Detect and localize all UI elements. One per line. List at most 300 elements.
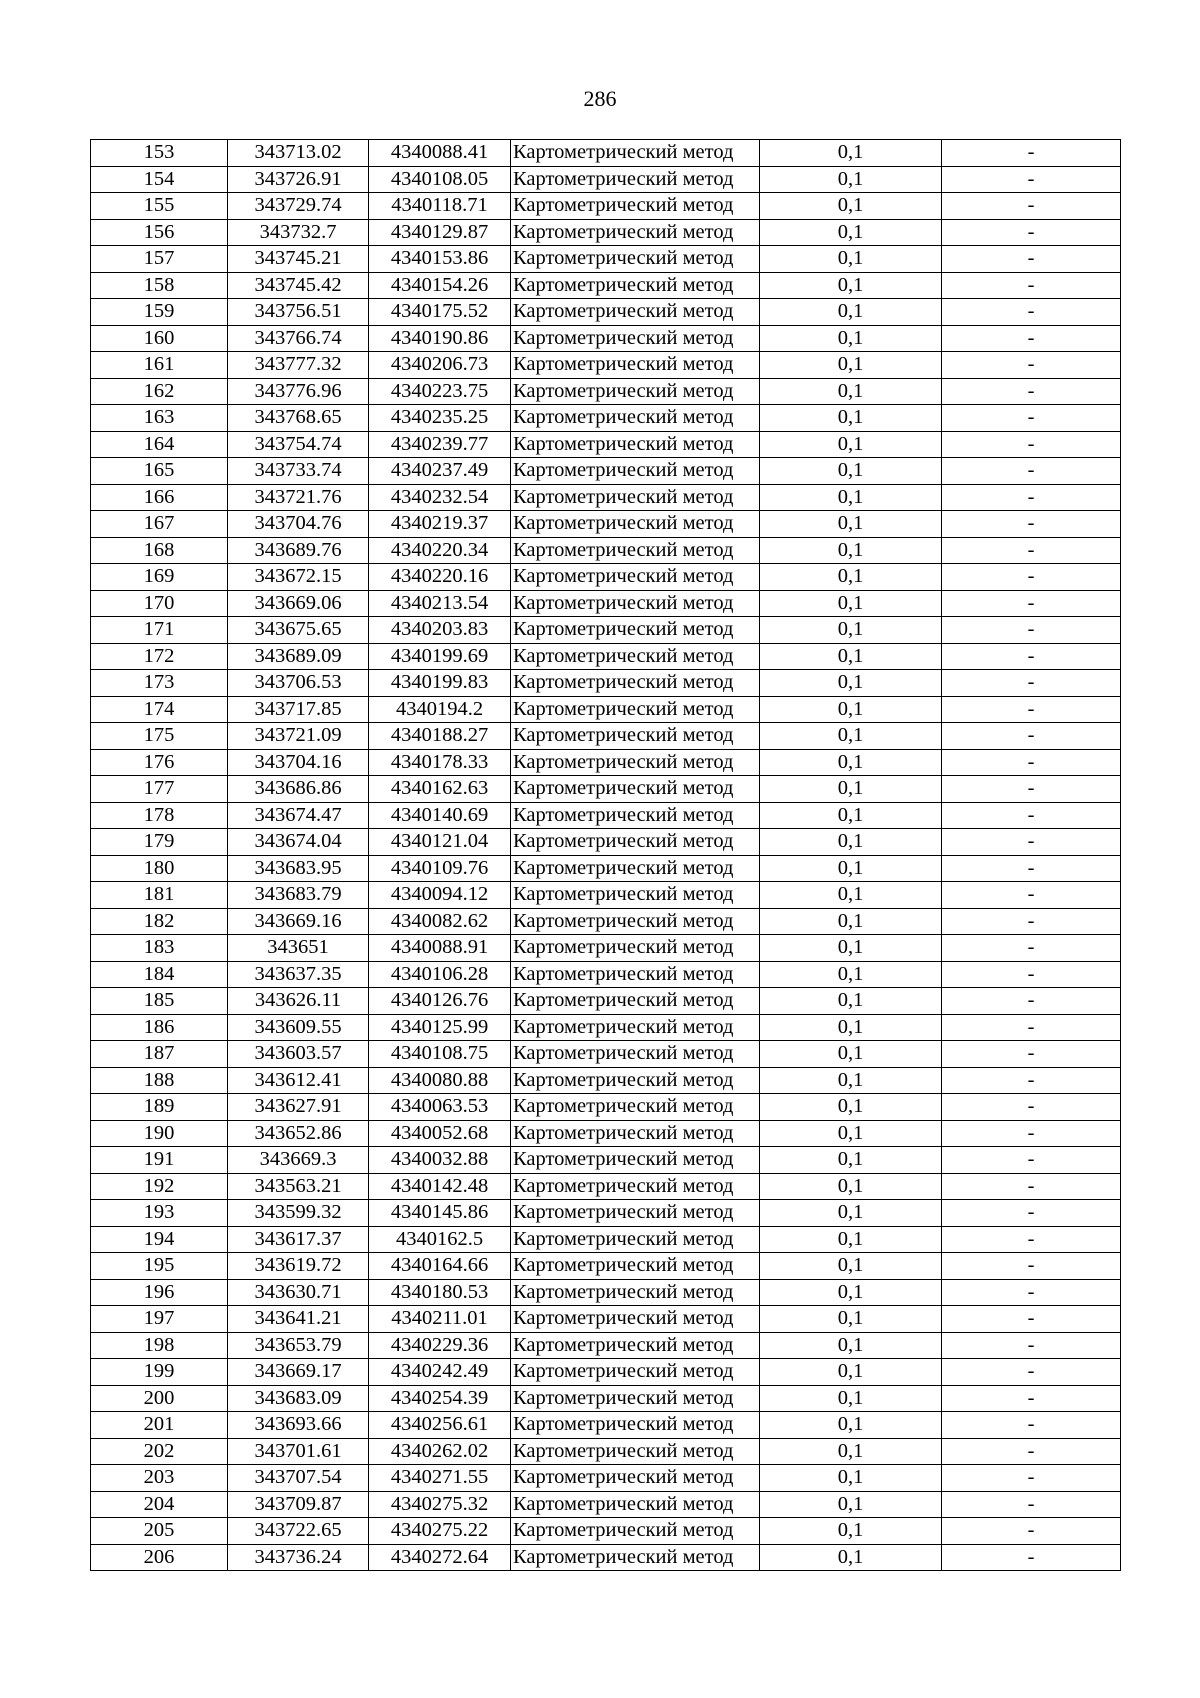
accuracy-cell: 0,1 xyxy=(760,1491,942,1518)
table-row xyxy=(91,855,1121,882)
y-coordinate-cell: 4340094.12 xyxy=(369,882,511,909)
y-coordinate-cell: 4340164.66 xyxy=(369,1253,511,1280)
accuracy-cell: 0,1 xyxy=(760,696,942,723)
table-row xyxy=(91,1465,1121,1492)
method-cell: Картометрический метод xyxy=(511,1359,760,1386)
point-number-cell: 194 xyxy=(91,1226,228,1253)
accuracy-cell: 0,1 xyxy=(760,749,942,776)
point-number-cell: 187 xyxy=(91,1041,228,1068)
y-coordinate-cell: 4340194.2 xyxy=(369,696,511,723)
x-coordinate-cell: 343693.66 xyxy=(228,1412,369,1439)
x-coordinate-cell: 343599.32 xyxy=(228,1200,369,1227)
table-row xyxy=(91,1014,1121,1041)
y-coordinate-cell: 4340108.05 xyxy=(369,166,511,193)
point-number-cell: 195 xyxy=(91,1253,228,1280)
point-number-cell: 171 xyxy=(91,617,228,644)
method-cell: Картометрический метод xyxy=(511,749,760,776)
table-row xyxy=(91,1253,1121,1280)
method-cell: Картометрический метод xyxy=(511,1067,760,1094)
x-coordinate-cell: 343619.72 xyxy=(228,1253,369,1280)
point-number-cell: 163 xyxy=(91,405,228,432)
y-coordinate-cell: 4340180.53 xyxy=(369,1279,511,1306)
note-cell: - xyxy=(942,431,1121,458)
table-row xyxy=(91,405,1121,432)
x-coordinate-cell: 343617.37 xyxy=(228,1226,369,1253)
accuracy-cell: 0,1 xyxy=(760,246,942,273)
accuracy-cell: 0,1 xyxy=(760,1465,942,1492)
x-coordinate-cell: 343717.85 xyxy=(228,696,369,723)
note-cell: - xyxy=(942,140,1121,167)
note-cell: - xyxy=(942,1067,1121,1094)
method-cell: Картометрический метод xyxy=(511,882,760,909)
y-coordinate-cell: 4340190.86 xyxy=(369,325,511,352)
accuracy-cell: 0,1 xyxy=(760,299,942,326)
note-cell: - xyxy=(942,1279,1121,1306)
method-cell: Картометрический метод xyxy=(511,1014,760,1041)
table-row xyxy=(91,352,1121,379)
table-row xyxy=(91,1491,1121,1518)
accuracy-cell: 0,1 xyxy=(760,431,942,458)
y-coordinate-cell: 4340125.99 xyxy=(369,1014,511,1041)
x-coordinate-cell: 343756.51 xyxy=(228,299,369,326)
method-cell: Картометрический метод xyxy=(511,617,760,644)
x-coordinate-cell: 343674.04 xyxy=(228,829,369,856)
point-number-cell: 177 xyxy=(91,776,228,803)
point-number-cell: 168 xyxy=(91,537,228,564)
accuracy-cell: 0,1 xyxy=(760,1544,942,1571)
point-number-cell: 161 xyxy=(91,352,228,379)
x-coordinate-cell: 343609.55 xyxy=(228,1014,369,1041)
y-coordinate-cell: 4340106.28 xyxy=(369,961,511,988)
x-coordinate-cell: 343563.21 xyxy=(228,1173,369,1200)
accuracy-cell: 0,1 xyxy=(760,617,942,644)
y-coordinate-cell: 4340175.52 xyxy=(369,299,511,326)
table-row xyxy=(91,1147,1121,1174)
method-cell: Картометрический метод xyxy=(511,908,760,935)
note-cell: - xyxy=(942,1253,1121,1280)
method-cell: Картометрический метод xyxy=(511,299,760,326)
x-coordinate-cell: 343651 xyxy=(228,935,369,962)
accuracy-cell: 0,1 xyxy=(760,1226,942,1253)
note-cell: - xyxy=(942,537,1121,564)
method-cell: Картометрический метод xyxy=(511,1147,760,1174)
method-cell: Картометрический метод xyxy=(511,988,760,1015)
table-row xyxy=(91,643,1121,670)
note-cell: - xyxy=(942,1544,1121,1571)
accuracy-cell: 0,1 xyxy=(760,537,942,564)
table-row xyxy=(91,1412,1121,1439)
x-coordinate-cell: 343626.11 xyxy=(228,988,369,1015)
accuracy-cell: 0,1 xyxy=(760,590,942,617)
method-cell: Картометрический метод xyxy=(511,1491,760,1518)
x-coordinate-cell: 343672.15 xyxy=(228,564,369,591)
y-coordinate-cell: 4340262.02 xyxy=(369,1438,511,1465)
note-cell: - xyxy=(942,1332,1121,1359)
method-cell: Картометрический метод xyxy=(511,1253,760,1280)
point-number-cell: 203 xyxy=(91,1465,228,1492)
table-row xyxy=(91,564,1121,591)
x-coordinate-cell: 343777.32 xyxy=(228,352,369,379)
accuracy-cell: 0,1 xyxy=(760,378,942,405)
point-number-cell: 159 xyxy=(91,299,228,326)
x-coordinate-cell: 343745.21 xyxy=(228,246,369,273)
note-cell: - xyxy=(942,961,1121,988)
table-row xyxy=(91,935,1121,962)
table-row xyxy=(91,908,1121,935)
method-cell: Картометрический метод xyxy=(511,1173,760,1200)
y-coordinate-cell: 4340063.53 xyxy=(369,1094,511,1121)
method-cell: Картометрический метод xyxy=(511,511,760,538)
y-coordinate-cell: 4340254.39 xyxy=(369,1385,511,1412)
method-cell: Картометрический метод xyxy=(511,458,760,485)
table-row xyxy=(91,1279,1121,1306)
table-row xyxy=(91,1067,1121,1094)
x-coordinate-cell: 343683.79 xyxy=(228,882,369,909)
x-coordinate-cell: 343729.74 xyxy=(228,193,369,220)
note-cell: - xyxy=(942,802,1121,829)
point-number-cell: 165 xyxy=(91,458,228,485)
method-cell: Картометрический метод xyxy=(511,802,760,829)
method-cell: Картометрический метод xyxy=(511,219,760,246)
method-cell: Картометрический метод xyxy=(511,829,760,856)
point-number-cell: 155 xyxy=(91,193,228,220)
accuracy-cell: 0,1 xyxy=(760,776,942,803)
accuracy-cell: 0,1 xyxy=(760,1173,942,1200)
accuracy-cell: 0,1 xyxy=(760,1094,942,1121)
x-coordinate-cell: 343713.02 xyxy=(228,140,369,167)
note-cell: - xyxy=(942,749,1121,776)
table-row xyxy=(91,1041,1121,1068)
table-row xyxy=(91,246,1121,273)
note-cell: - xyxy=(942,378,1121,405)
x-coordinate-cell: 343768.65 xyxy=(228,405,369,432)
note-cell: - xyxy=(942,511,1121,538)
point-number-cell: 173 xyxy=(91,670,228,697)
table-row xyxy=(91,1332,1121,1359)
method-cell: Картометрический метод xyxy=(511,855,760,882)
y-coordinate-cell: 4340108.75 xyxy=(369,1041,511,1068)
method-cell: Картометрический метод xyxy=(511,935,760,962)
note-cell: - xyxy=(942,1226,1121,1253)
y-coordinate-cell: 4340153.86 xyxy=(369,246,511,273)
x-coordinate-cell: 343683.09 xyxy=(228,1385,369,1412)
y-coordinate-cell: 4340109.76 xyxy=(369,855,511,882)
note-cell: - xyxy=(942,590,1121,617)
x-coordinate-cell: 343766.74 xyxy=(228,325,369,352)
y-coordinate-cell: 4340199.69 xyxy=(369,643,511,670)
method-cell: Картометрический метод xyxy=(511,590,760,617)
accuracy-cell: 0,1 xyxy=(760,1120,942,1147)
coordinates-table xyxy=(90,139,1121,1571)
point-number-cell: 196 xyxy=(91,1279,228,1306)
y-coordinate-cell: 4340232.54 xyxy=(369,484,511,511)
y-coordinate-cell: 4340121.04 xyxy=(369,829,511,856)
accuracy-cell: 0,1 xyxy=(760,1385,942,1412)
point-number-cell: 190 xyxy=(91,1120,228,1147)
x-coordinate-cell: 343754.74 xyxy=(228,431,369,458)
table-row xyxy=(91,1359,1121,1386)
table-row xyxy=(91,1226,1121,1253)
table-row xyxy=(91,537,1121,564)
note-cell: - xyxy=(942,988,1121,1015)
note-cell: - xyxy=(942,1041,1121,1068)
note-cell: - xyxy=(942,219,1121,246)
method-cell: Картометрический метод xyxy=(511,405,760,432)
accuracy-cell: 0,1 xyxy=(760,1067,942,1094)
accuracy-cell: 0,1 xyxy=(760,458,942,485)
table-row xyxy=(91,670,1121,697)
method-cell: Картометрический метод xyxy=(511,1438,760,1465)
coordinates-table-body xyxy=(91,140,1121,1571)
y-coordinate-cell: 4340162.5 xyxy=(369,1226,511,1253)
x-coordinate-cell: 343627.91 xyxy=(228,1094,369,1121)
method-cell: Картометрический метод xyxy=(511,643,760,670)
accuracy-cell: 0,1 xyxy=(760,352,942,379)
x-coordinate-cell: 343706.53 xyxy=(228,670,369,697)
y-coordinate-cell: 4340145.86 xyxy=(369,1200,511,1227)
point-number-cell: 192 xyxy=(91,1173,228,1200)
method-cell: Картометрический метод xyxy=(511,378,760,405)
table-row xyxy=(91,193,1121,220)
y-coordinate-cell: 4340140.69 xyxy=(369,802,511,829)
x-coordinate-cell: 343674.47 xyxy=(228,802,369,829)
x-coordinate-cell: 343721.76 xyxy=(228,484,369,511)
x-coordinate-cell: 343733.74 xyxy=(228,458,369,485)
point-number-cell: 199 xyxy=(91,1359,228,1386)
note-cell: - xyxy=(942,299,1121,326)
x-coordinate-cell: 343776.96 xyxy=(228,378,369,405)
accuracy-cell: 0,1 xyxy=(760,325,942,352)
accuracy-cell: 0,1 xyxy=(760,935,942,962)
x-coordinate-cell: 343707.54 xyxy=(228,1465,369,1492)
x-coordinate-cell: 343736.24 xyxy=(228,1544,369,1571)
y-coordinate-cell: 4340256.61 xyxy=(369,1412,511,1439)
note-cell: - xyxy=(942,1306,1121,1333)
method-cell: Картометрический метод xyxy=(511,1200,760,1227)
method-cell: Картометрический метод xyxy=(511,696,760,723)
table-row xyxy=(91,696,1121,723)
method-cell: Картометрический метод xyxy=(511,431,760,458)
x-coordinate-cell: 343709.87 xyxy=(228,1491,369,1518)
x-coordinate-cell: 343745.42 xyxy=(228,272,369,299)
note-cell: - xyxy=(942,1173,1121,1200)
point-number-cell: 206 xyxy=(91,1544,228,1571)
point-number-cell: 157 xyxy=(91,246,228,273)
y-coordinate-cell: 4340032.88 xyxy=(369,1147,511,1174)
x-coordinate-cell: 343669.16 xyxy=(228,908,369,935)
page-number: 286 xyxy=(583,86,617,111)
table-row xyxy=(91,325,1121,352)
accuracy-cell: 0,1 xyxy=(760,1014,942,1041)
point-number-cell: 156 xyxy=(91,219,228,246)
x-coordinate-cell: 343704.76 xyxy=(228,511,369,538)
note-cell: - xyxy=(942,1147,1121,1174)
x-coordinate-cell: 343669.06 xyxy=(228,590,369,617)
table-row xyxy=(91,1306,1121,1333)
method-cell: Картометрический метод xyxy=(511,670,760,697)
x-coordinate-cell: 343653.79 xyxy=(228,1332,369,1359)
y-coordinate-cell: 4340220.16 xyxy=(369,564,511,591)
point-number-cell: 174 xyxy=(91,696,228,723)
point-number-cell: 153 xyxy=(91,140,228,167)
method-cell: Картометрический метод xyxy=(511,484,760,511)
table-row xyxy=(91,802,1121,829)
table-row xyxy=(91,590,1121,617)
note-cell: - xyxy=(942,829,1121,856)
accuracy-cell: 0,1 xyxy=(760,219,942,246)
point-number-cell: 178 xyxy=(91,802,228,829)
point-number-cell: 185 xyxy=(91,988,228,1015)
note-cell: - xyxy=(942,643,1121,670)
note-cell: - xyxy=(942,1518,1121,1545)
y-coordinate-cell: 4340219.37 xyxy=(369,511,511,538)
table-row xyxy=(91,829,1121,856)
point-number-cell: 200 xyxy=(91,1385,228,1412)
y-coordinate-cell: 4340211.01 xyxy=(369,1306,511,1333)
y-coordinate-cell: 4340154.26 xyxy=(369,272,511,299)
method-cell: Картометрический метод xyxy=(511,537,760,564)
accuracy-cell: 0,1 xyxy=(760,1412,942,1439)
method-cell: Картометрический метод xyxy=(511,1412,760,1439)
note-cell: - xyxy=(942,1465,1121,1492)
x-coordinate-cell: 343689.76 xyxy=(228,537,369,564)
method-cell: Картометрический метод xyxy=(511,1465,760,1492)
note-cell: - xyxy=(942,696,1121,723)
y-coordinate-cell: 4340088.91 xyxy=(369,935,511,962)
note-cell: - xyxy=(942,1438,1121,1465)
accuracy-cell: 0,1 xyxy=(760,1253,942,1280)
y-coordinate-cell: 4340206.73 xyxy=(369,352,511,379)
accuracy-cell: 0,1 xyxy=(760,1359,942,1386)
note-cell: - xyxy=(942,193,1121,220)
y-coordinate-cell: 4340239.77 xyxy=(369,431,511,458)
point-number-cell: 175 xyxy=(91,723,228,750)
note-cell: - xyxy=(942,458,1121,485)
table-row xyxy=(91,219,1121,246)
accuracy-cell: 0,1 xyxy=(760,855,942,882)
accuracy-cell: 0,1 xyxy=(760,802,942,829)
point-number-cell: 193 xyxy=(91,1200,228,1227)
x-coordinate-cell: 343686.86 xyxy=(228,776,369,803)
y-coordinate-cell: 4340082.62 xyxy=(369,908,511,935)
method-cell: Картометрический метод xyxy=(511,776,760,803)
point-number-cell: 180 xyxy=(91,855,228,882)
y-coordinate-cell: 4340052.68 xyxy=(369,1120,511,1147)
table-row xyxy=(91,1173,1121,1200)
table-row xyxy=(91,166,1121,193)
point-number-cell: 204 xyxy=(91,1491,228,1518)
table-row xyxy=(91,378,1121,405)
note-cell: - xyxy=(942,325,1121,352)
accuracy-cell: 0,1 xyxy=(760,166,942,193)
accuracy-cell: 0,1 xyxy=(760,723,942,750)
y-coordinate-cell: 4340213.54 xyxy=(369,590,511,617)
note-cell: - xyxy=(942,352,1121,379)
point-number-cell: 188 xyxy=(91,1067,228,1094)
note-cell: - xyxy=(942,1385,1121,1412)
point-number-cell: 179 xyxy=(91,829,228,856)
method-cell: Картометрический метод xyxy=(511,1544,760,1571)
method-cell: Картометрический метод xyxy=(511,193,760,220)
x-coordinate-cell: 343630.71 xyxy=(228,1279,369,1306)
y-coordinate-cell: 4340188.27 xyxy=(369,723,511,750)
point-number-cell: 164 xyxy=(91,431,228,458)
x-coordinate-cell: 343652.86 xyxy=(228,1120,369,1147)
point-number-cell: 162 xyxy=(91,378,228,405)
accuracy-cell: 0,1 xyxy=(760,193,942,220)
point-number-cell: 189 xyxy=(91,1094,228,1121)
x-coordinate-cell: 343669.3 xyxy=(228,1147,369,1174)
y-coordinate-cell: 4340237.49 xyxy=(369,458,511,485)
x-coordinate-cell: 343732.7 xyxy=(228,219,369,246)
method-cell: Картометрический метод xyxy=(511,961,760,988)
table-row xyxy=(91,458,1121,485)
point-number-cell: 191 xyxy=(91,1147,228,1174)
accuracy-cell: 0,1 xyxy=(760,405,942,432)
note-cell: - xyxy=(942,882,1121,909)
accuracy-cell: 0,1 xyxy=(760,670,942,697)
accuracy-cell: 0,1 xyxy=(760,1438,942,1465)
y-coordinate-cell: 4340275.22 xyxy=(369,1518,511,1545)
note-cell: - xyxy=(942,1014,1121,1041)
method-cell: Картометрический метод xyxy=(511,1094,760,1121)
note-cell: - xyxy=(942,1094,1121,1121)
method-cell: Картометрический метод xyxy=(511,564,760,591)
note-cell: - xyxy=(942,776,1121,803)
table-row xyxy=(91,272,1121,299)
y-coordinate-cell: 4340203.83 xyxy=(369,617,511,644)
point-number-cell: 184 xyxy=(91,961,228,988)
method-cell: Картометрический метод xyxy=(511,1332,760,1359)
note-cell: - xyxy=(942,1412,1121,1439)
method-cell: Картометрический метод xyxy=(511,1306,760,1333)
y-coordinate-cell: 4340275.32 xyxy=(369,1491,511,1518)
point-number-cell: 160 xyxy=(91,325,228,352)
point-number-cell: 170 xyxy=(91,590,228,617)
x-coordinate-cell: 343637.35 xyxy=(228,961,369,988)
point-number-cell: 183 xyxy=(91,935,228,962)
method-cell: Картометрический метод xyxy=(511,1041,760,1068)
method-cell: Картометрический метод xyxy=(511,1385,760,1412)
accuracy-cell: 0,1 xyxy=(760,1200,942,1227)
note-cell: - xyxy=(942,564,1121,591)
table-row xyxy=(91,1094,1121,1121)
accuracy-cell: 0,1 xyxy=(760,961,942,988)
accuracy-cell: 0,1 xyxy=(760,882,942,909)
x-coordinate-cell: 343726.91 xyxy=(228,166,369,193)
method-cell: Картометрический метод xyxy=(511,1226,760,1253)
point-number-cell: 205 xyxy=(91,1518,228,1545)
y-coordinate-cell: 4340242.49 xyxy=(369,1359,511,1386)
accuracy-cell: 0,1 xyxy=(760,908,942,935)
table-row xyxy=(91,723,1121,750)
method-cell: Картометрический метод xyxy=(511,1518,760,1545)
method-cell: Картометрический метод xyxy=(511,166,760,193)
y-coordinate-cell: 4340229.36 xyxy=(369,1332,511,1359)
point-number-cell: 201 xyxy=(91,1412,228,1439)
accuracy-cell: 0,1 xyxy=(760,1041,942,1068)
accuracy-cell: 0,1 xyxy=(760,1306,942,1333)
method-cell: Картометрический метод xyxy=(511,352,760,379)
table-row xyxy=(91,961,1121,988)
y-coordinate-cell: 4340126.76 xyxy=(369,988,511,1015)
note-cell: - xyxy=(942,935,1121,962)
point-number-cell: 182 xyxy=(91,908,228,935)
table-row xyxy=(91,511,1121,538)
table-row xyxy=(91,299,1121,326)
table-row xyxy=(91,776,1121,803)
note-cell: - xyxy=(942,908,1121,935)
